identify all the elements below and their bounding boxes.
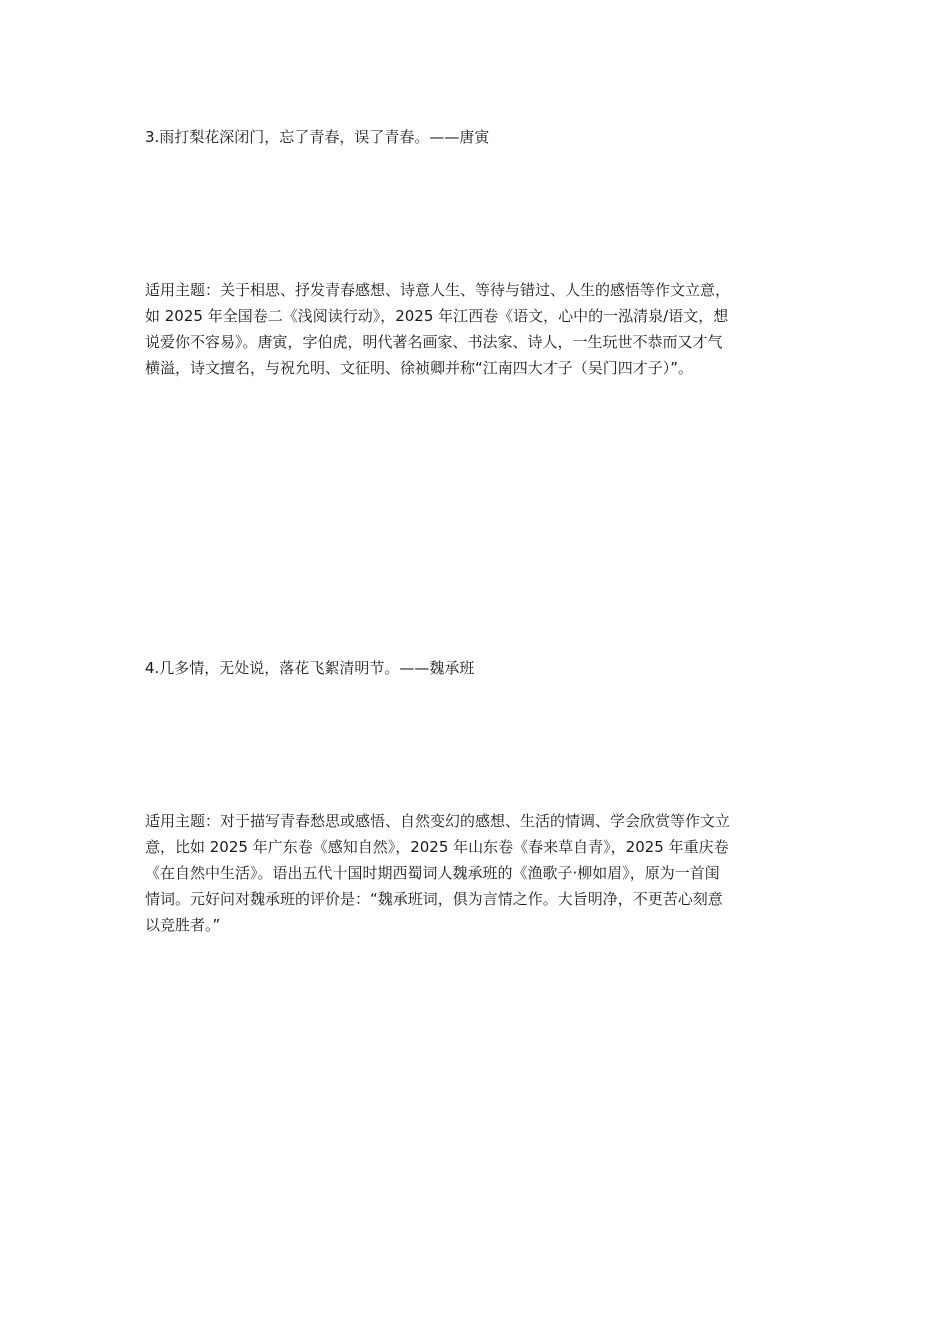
theme-line: 说爱你不容易》。唐寅，字伯虎，明代著名画家、书法家、诗人，一生玩世不恭而又才气 bbox=[145, 333, 723, 351]
theme-paragraph-4 bbox=[145, 808, 807, 938]
quote-heading-4: 4.几多情，无处说，落花飞絮清明节。——魏承班 bbox=[145, 659, 475, 677]
theme-line: 适用主题：关于相思、抒发青春感想、诗意人生、等待与错过、人生的感悟等作文立意， bbox=[145, 281, 731, 299]
theme-line: 适用主题：对于描写青春愁思或感悟、自然变幻的感想、生活的情调、学会欣赏等作文立 bbox=[145, 812, 731, 830]
theme-line: 如 2025 年全国卷二《浅阅读行动》，2025 年江西卷《语文，心中的一泓清泉/语文，想 bbox=[145, 307, 729, 325]
theme-line: 意，比如 2025 年广东卷《感知自然》，2025 年山东卷《春来草自青》，2025 年重庆卷 bbox=[145, 838, 729, 856]
quote-heading-3: 3.雨打梨花深闭门，忘了青春，误了青春。——唐寅 bbox=[145, 128, 490, 146]
theme-line: 情词。元好问对魏承班的评价是：“魏承班词，俱为言情之作。大旨明净，不更苦心刻意 bbox=[145, 890, 723, 908]
theme-line: 以竞胜者。” bbox=[145, 916, 221, 934]
theme-paragraph-3 bbox=[145, 277, 807, 381]
theme-line: 《在自然中生活》。语出五代十国时期西蜀词人魏承班的《渔歌子·柳如眉》，原为一首闺 bbox=[145, 864, 720, 882]
theme-line: 横溢，诗文擅名，与祝允明、文征明、徐祯卿并称“江南四大才子（吴门四才子）”。 bbox=[145, 359, 694, 377]
